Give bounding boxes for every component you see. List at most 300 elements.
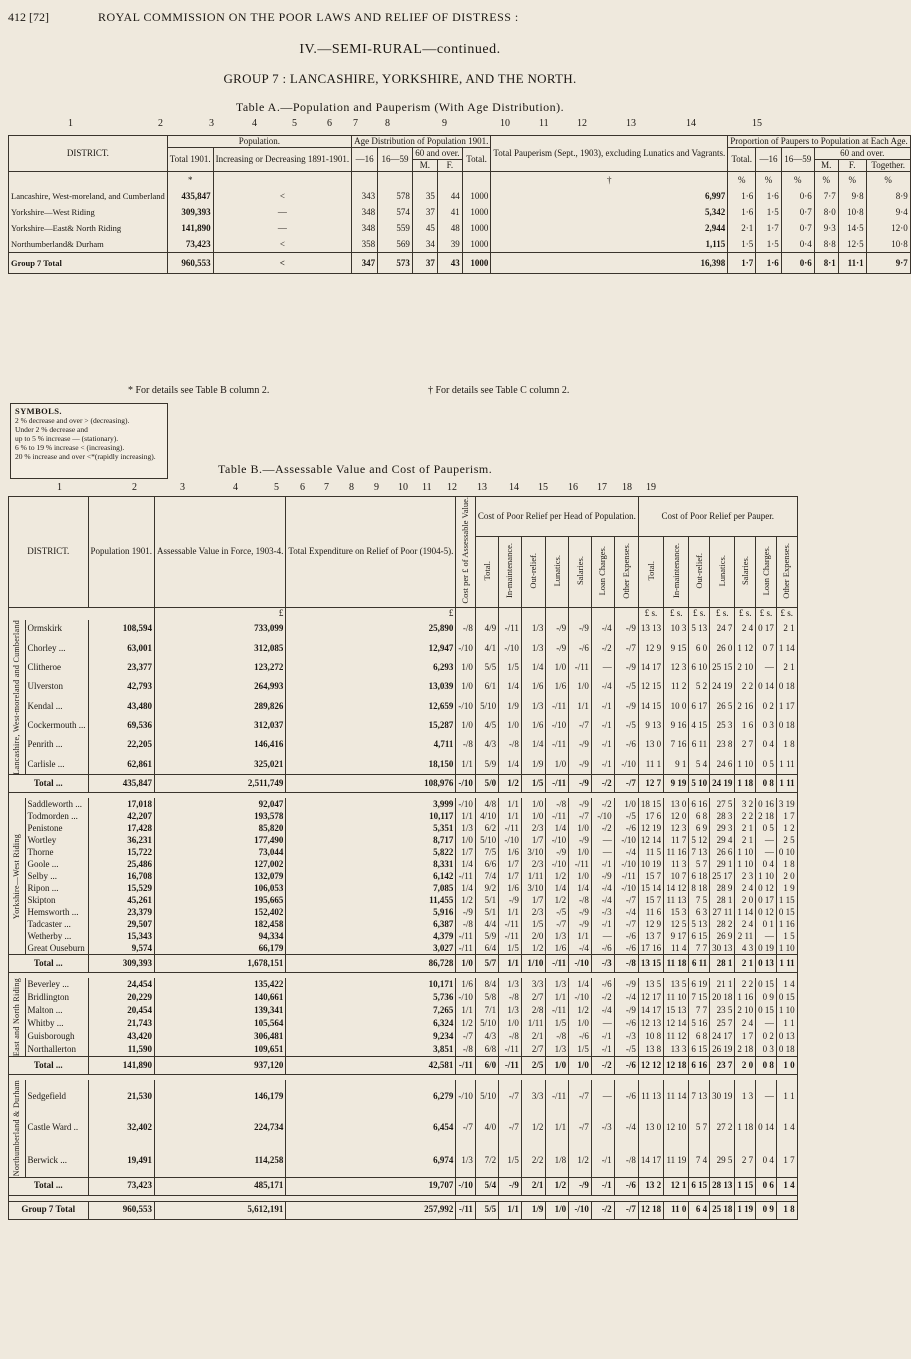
data-cell: -/4 bbox=[591, 882, 614, 894]
data-cell: 1 15 bbox=[776, 894, 797, 906]
total-row bbox=[9, 1201, 798, 1219]
data-cell: 2 1 bbox=[735, 834, 756, 846]
data-cell: 43 bbox=[437, 253, 462, 274]
data-cell: -/11 bbox=[546, 735, 569, 754]
data-cell: 5,342 bbox=[491, 204, 728, 220]
th-b-population: Population 1901. bbox=[88, 497, 155, 608]
data-cell: 3,027 bbox=[286, 942, 456, 955]
data-cell: 6/8 bbox=[475, 1043, 498, 1057]
data-cell: 1/4 bbox=[521, 735, 546, 754]
subhead-label: Lunatics. bbox=[551, 554, 562, 587]
data-cell: < bbox=[213, 253, 351, 274]
data-cell: 0 16 bbox=[756, 798, 777, 810]
subhead-label: Total. bbox=[645, 560, 656, 581]
data-cell: 1/0 bbox=[456, 658, 476, 677]
data-cell: 21,743 bbox=[88, 1017, 155, 1030]
district-cell: Tadcaster ... bbox=[25, 918, 88, 930]
data-cell: 0 14 bbox=[756, 1112, 777, 1144]
data-cell: 25 17 bbox=[710, 870, 735, 882]
subhead-label: Out-relief. bbox=[528, 552, 539, 589]
data-cell: 9·8 bbox=[838, 188, 866, 204]
table-row bbox=[9, 1144, 798, 1177]
table-row bbox=[9, 755, 798, 775]
subhead-label: Lunatics. bbox=[716, 554, 727, 587]
data-cell: 66,179 bbox=[155, 942, 286, 955]
data-cell: -/7 bbox=[614, 775, 638, 793]
data-cell: 2,511,749 bbox=[155, 775, 286, 793]
data-cell: 5 4 bbox=[689, 755, 710, 775]
data-cell: 4/4 bbox=[475, 918, 498, 930]
data-cell: 343 bbox=[352, 188, 378, 204]
data-cell: 4 3 bbox=[735, 942, 756, 955]
data-cell: 5/10 bbox=[475, 834, 498, 846]
data-cell: -/3 bbox=[591, 955, 614, 973]
data-cell: 2·1 bbox=[728, 220, 756, 236]
data-cell: 2 0 bbox=[735, 894, 756, 906]
table-row bbox=[9, 697, 798, 716]
data-cell: 1/0 bbox=[546, 755, 569, 775]
data-cell: 1 14 bbox=[776, 639, 797, 658]
data-cell: 6/2 bbox=[475, 822, 498, 834]
data-cell: -/1 bbox=[591, 1177, 614, 1195]
units-cell bbox=[9, 607, 155, 620]
th-b-subhead bbox=[638, 537, 663, 607]
data-cell: 9·4 bbox=[866, 204, 910, 220]
data-cell: — bbox=[591, 1080, 614, 1112]
th-male: M. bbox=[412, 160, 437, 172]
data-cell: 7/4 bbox=[475, 870, 498, 882]
data-cell: 15 7 bbox=[638, 870, 663, 882]
data-cell: 1 10 bbox=[776, 942, 797, 955]
data-cell: -/10 bbox=[614, 882, 638, 894]
district-cell: Wortley bbox=[25, 834, 88, 846]
data-cell: 22,205 bbox=[88, 735, 155, 754]
th-increasing: Increasing or Decreasing 1891-1901. bbox=[213, 148, 351, 172]
data-cell: 2 16 bbox=[735, 697, 756, 716]
data-cell: 3/10 bbox=[521, 846, 546, 858]
data-cell: 23 5 bbox=[710, 1004, 735, 1017]
units-cell bbox=[591, 607, 614, 620]
data-cell: -/5 bbox=[614, 716, 638, 735]
data-cell: -/8 bbox=[614, 955, 638, 973]
data-cell: 1/11 bbox=[521, 870, 546, 882]
th-prop-male: M. bbox=[814, 160, 838, 172]
data-cell: 1·5 bbox=[756, 204, 781, 220]
data-cell: 1 19 bbox=[735, 1201, 756, 1219]
data-cell: 485,171 bbox=[155, 1177, 286, 1195]
data-cell: 10·8 bbox=[866, 236, 910, 253]
data-cell: 35 bbox=[412, 188, 437, 204]
data-cell: 1/2 bbox=[569, 1144, 592, 1177]
district-cell: Ulverston bbox=[25, 677, 88, 696]
district-cell: Clitheroe bbox=[25, 658, 88, 677]
data-cell: 1/9 bbox=[499, 697, 522, 716]
data-cell: -/6 bbox=[614, 735, 638, 754]
data-cell: 6 16 bbox=[689, 1057, 710, 1075]
data-cell: — bbox=[756, 834, 777, 846]
units-cell: * bbox=[167, 172, 213, 189]
symbol-line: 2 % decrease and over > (decreasing). bbox=[15, 416, 130, 425]
column-number: 9 bbox=[442, 118, 447, 129]
units-cell: % bbox=[756, 172, 781, 189]
data-cell: -/9 bbox=[614, 697, 638, 716]
data-cell: 0 18 bbox=[776, 716, 797, 735]
data-cell: 5,612,191 bbox=[155, 1201, 286, 1219]
data-cell: 12 3 bbox=[664, 658, 689, 677]
district-cell: Total ... bbox=[9, 955, 89, 973]
district-cell: Goole ... bbox=[25, 858, 88, 870]
data-cell: 3 2 bbox=[735, 798, 756, 810]
column-number: 3 bbox=[209, 118, 214, 129]
page-number: 412 [72] bbox=[8, 10, 49, 24]
data-cell: 0 5 bbox=[756, 755, 777, 775]
th-prop-16-59: 16—59 bbox=[781, 148, 814, 172]
district-cell: Great Ouseburn bbox=[25, 942, 88, 955]
data-cell: 1/4 bbox=[569, 882, 592, 894]
data-cell: 146,416 bbox=[155, 735, 286, 754]
units-cell: † bbox=[491, 172, 728, 189]
data-cell: 5/1 bbox=[475, 906, 498, 918]
data-cell: 8/4 bbox=[475, 978, 498, 991]
data-cell: -/1 bbox=[591, 1043, 614, 1057]
data-cell: 0 8 bbox=[756, 1057, 777, 1075]
data-cell: 1 14 bbox=[735, 906, 756, 918]
data-cell: 12 18 bbox=[664, 1057, 689, 1075]
district-cell: Ormskirk bbox=[25, 620, 88, 639]
data-cell: 2 4 bbox=[735, 620, 756, 639]
subhead-label: Other Expenses. bbox=[620, 542, 631, 599]
th-age-total: Total. bbox=[462, 148, 491, 172]
data-cell: 0 4 bbox=[756, 735, 777, 754]
group-label bbox=[9, 620, 26, 775]
units-cell: £ s. bbox=[638, 607, 663, 620]
data-cell: -/10 bbox=[456, 775, 476, 793]
data-cell: 1/2 bbox=[546, 870, 569, 882]
data-cell: 1 4 bbox=[776, 1177, 797, 1195]
data-cell: 2 2 bbox=[735, 677, 756, 696]
data-cell: -/2 bbox=[591, 1201, 614, 1219]
th-female: F. bbox=[437, 160, 462, 172]
data-cell: 0 9 bbox=[756, 1201, 777, 1219]
symbols-title: SYMBOLS. bbox=[15, 406, 62, 416]
data-cell: 1 5 bbox=[776, 930, 797, 942]
column-number: 11 bbox=[539, 118, 549, 129]
data-cell: 139,341 bbox=[155, 1004, 286, 1017]
data-cell: 1/2 bbox=[546, 1177, 569, 1195]
data-cell: 1/0 bbox=[569, 677, 592, 696]
group-label bbox=[9, 978, 26, 1057]
data-cell: 5/10 bbox=[475, 1080, 498, 1112]
data-cell: 15,529 bbox=[88, 882, 155, 894]
data-cell: 7 7 bbox=[689, 942, 710, 955]
data-cell: 1·5 bbox=[756, 236, 781, 253]
data-cell: 2 1 bbox=[735, 955, 756, 973]
data-cell: -/9 bbox=[456, 906, 476, 918]
data-cell: -/9 bbox=[569, 735, 592, 754]
data-cell: 12 19 bbox=[638, 822, 663, 834]
total-row bbox=[9, 1177, 798, 1195]
data-cell: -/7 bbox=[569, 1112, 592, 1144]
data-cell: 4/10 bbox=[475, 810, 498, 822]
data-cell: -/11 bbox=[546, 775, 569, 793]
data-cell: 1 3 bbox=[735, 1080, 756, 1112]
data-cell: 29 5 bbox=[710, 1144, 735, 1177]
data-cell: -/11 bbox=[546, 1004, 569, 1017]
data-cell: 34 bbox=[412, 236, 437, 253]
district-cell: Chorley ... bbox=[25, 639, 88, 658]
data-cell: 24 17 bbox=[710, 1030, 735, 1043]
data-cell: 32,402 bbox=[88, 1112, 155, 1144]
data-cell: 2 2 bbox=[735, 810, 756, 822]
data-cell: -/6 bbox=[614, 1177, 638, 1195]
data-cell: -/7 bbox=[456, 1112, 476, 1144]
data-cell: -/9 bbox=[569, 1177, 592, 1195]
group-heading: GROUP 7 : LANCASHIRE, YORKSHIRE, AND THE NORTH. bbox=[223, 71, 577, 86]
data-cell: 10 3 bbox=[664, 620, 689, 639]
column-number: 13 bbox=[626, 118, 636, 129]
data-cell: 1,115 bbox=[491, 236, 728, 253]
data-cell: -/9 bbox=[569, 755, 592, 775]
data-cell: -/10 bbox=[499, 639, 522, 658]
data-cell: 12 3 bbox=[664, 822, 689, 834]
data-cell: 29 1 bbox=[710, 858, 735, 870]
column-number: 12 bbox=[577, 118, 587, 129]
data-cell: 27 5 bbox=[710, 798, 735, 810]
table-row bbox=[9, 1030, 798, 1043]
data-cell: 347 bbox=[352, 253, 378, 274]
data-cell: 30 19 bbox=[710, 1080, 735, 1112]
data-cell: 6 15 bbox=[689, 930, 710, 942]
data-cell: 5 13 bbox=[689, 620, 710, 639]
data-cell: 5/10 bbox=[475, 697, 498, 716]
data-cell: 15 13 bbox=[664, 1004, 689, 1017]
data-cell: 306,481 bbox=[155, 1030, 286, 1043]
data-cell: 1 11 bbox=[776, 775, 797, 793]
data-cell: -/6 bbox=[591, 978, 614, 991]
data-cell: 16,398 bbox=[491, 253, 728, 274]
column-number: 2 bbox=[158, 118, 163, 129]
data-cell: 11 6 bbox=[638, 906, 663, 918]
units-cell bbox=[437, 172, 462, 189]
data-cell: 2/3 bbox=[521, 822, 546, 834]
data-cell: 26 0 bbox=[710, 639, 735, 658]
data-cell: 13 0 bbox=[638, 735, 663, 754]
data-cell: 41 bbox=[437, 204, 462, 220]
data-cell: 106,053 bbox=[155, 882, 286, 894]
data-cell: 2 10 bbox=[735, 658, 756, 677]
data-cell: 0·6 bbox=[781, 253, 814, 274]
data-cell: 109,651 bbox=[155, 1043, 286, 1057]
data-cell: 6,387 bbox=[286, 918, 456, 930]
data-cell: 1/3 bbox=[521, 620, 546, 639]
data-cell: 10 0 bbox=[664, 697, 689, 716]
data-cell: 23,379 bbox=[88, 906, 155, 918]
data-cell: 1/0 bbox=[521, 798, 546, 810]
data-cell: 2/7 bbox=[521, 991, 546, 1004]
data-cell: 27 2 bbox=[710, 1112, 735, 1144]
data-cell: 2/3 bbox=[521, 858, 546, 870]
data-cell: 2 2 bbox=[735, 978, 756, 991]
data-cell: -/10 bbox=[456, 1080, 476, 1112]
data-cell: 1/1 bbox=[546, 991, 569, 1004]
data-cell: 1/0 bbox=[456, 834, 476, 846]
data-cell: 15,722 bbox=[88, 846, 155, 858]
data-cell: -/9 bbox=[569, 798, 592, 810]
column-number: 14 bbox=[686, 118, 696, 129]
data-cell: -/11 bbox=[499, 918, 522, 930]
data-cell: 1/6 bbox=[521, 716, 546, 735]
data-cell: -/7 bbox=[614, 639, 638, 658]
data-cell: 8·0 bbox=[814, 204, 838, 220]
data-cell: 8,331 bbox=[286, 858, 456, 870]
table-a bbox=[8, 135, 911, 274]
data-cell: 0 7 bbox=[756, 639, 777, 658]
data-cell: 0·4 bbox=[781, 236, 814, 253]
column-number: 7 bbox=[353, 118, 358, 129]
units-cell bbox=[378, 172, 413, 189]
data-cell: 1/1 bbox=[499, 1201, 522, 1219]
district-cell: Sedgefield bbox=[25, 1080, 88, 1112]
data-cell: 1/5 bbox=[499, 1144, 522, 1177]
data-cell: 0·6 bbox=[781, 188, 814, 204]
data-cell: 9 15 bbox=[664, 639, 689, 658]
data-cell: 12 14 bbox=[638, 834, 663, 846]
data-cell: 9 13 bbox=[638, 716, 663, 735]
data-cell: 25 3 bbox=[710, 716, 735, 735]
data-cell: -/6 bbox=[614, 942, 638, 955]
data-cell: 1/1 bbox=[456, 755, 476, 775]
data-cell: 11 19 bbox=[664, 1144, 689, 1177]
data-cell: -/10 bbox=[569, 991, 592, 1004]
column-number: 7 bbox=[324, 482, 329, 493]
data-cell: 11 5 bbox=[638, 846, 663, 858]
data-cell: 182,458 bbox=[155, 918, 286, 930]
column-number: 11 bbox=[422, 482, 432, 493]
data-cell: 5/9 bbox=[475, 930, 498, 942]
data-cell: 0 12 bbox=[756, 882, 777, 894]
data-cell: 146,179 bbox=[155, 1080, 286, 1112]
data-cell: -/11 bbox=[546, 697, 569, 716]
data-cell: 62,861 bbox=[88, 755, 155, 775]
data-cell: 42,207 bbox=[88, 810, 155, 822]
data-cell: 12 10 bbox=[664, 1112, 689, 1144]
data-cell: 4/3 bbox=[475, 1030, 498, 1043]
table-row bbox=[9, 991, 798, 1004]
data-cell: 1/6 bbox=[499, 846, 522, 858]
subhead-label: Salaries. bbox=[574, 555, 585, 585]
data-cell: -/4 bbox=[591, 677, 614, 696]
table-row bbox=[9, 1043, 798, 1057]
data-cell: 4/1 bbox=[475, 639, 498, 658]
data-cell: -/7 bbox=[546, 918, 569, 930]
subhead-label: Total. bbox=[481, 560, 492, 581]
units-cell: £ bbox=[286, 607, 456, 620]
symbols-legend bbox=[10, 403, 168, 479]
data-cell: 1/2 bbox=[546, 894, 569, 906]
column-number: 4 bbox=[252, 118, 257, 129]
data-cell: 73,423 bbox=[88, 1177, 155, 1195]
data-cell: — bbox=[591, 658, 614, 677]
data-cell: 0 13 bbox=[756, 955, 777, 973]
data-cell: -/9 bbox=[499, 1177, 522, 1195]
data-cell: — bbox=[591, 1017, 614, 1030]
data-cell: 6 11 bbox=[689, 735, 710, 754]
data-cell: 1/2 bbox=[499, 775, 522, 793]
data-cell: 2 3 bbox=[735, 870, 756, 882]
data-cell: 17 16 bbox=[638, 942, 663, 955]
data-cell: 4,379 bbox=[286, 930, 456, 942]
data-cell: 1000 bbox=[462, 253, 491, 274]
data-cell: 11,455 bbox=[286, 894, 456, 906]
data-cell: 13 15 bbox=[638, 955, 663, 973]
data-cell: — bbox=[591, 846, 614, 858]
district-cell: Ripon ... bbox=[25, 882, 88, 894]
data-cell: 0 18 bbox=[776, 677, 797, 696]
data-cell: 1/4 bbox=[546, 822, 569, 834]
data-cell: 28 2 bbox=[710, 918, 735, 930]
data-cell: 1/6 bbox=[546, 677, 569, 696]
data-cell: 1 10 bbox=[735, 755, 756, 775]
data-cell: 86,728 bbox=[286, 955, 456, 973]
data-cell: 42,793 bbox=[88, 677, 155, 696]
data-cell: -/10 bbox=[614, 755, 638, 775]
data-cell: 1/6 bbox=[456, 978, 476, 991]
data-cell: 6 19 bbox=[689, 978, 710, 991]
data-cell: 12 9 bbox=[638, 918, 663, 930]
data-cell: 12 17 bbox=[638, 991, 663, 1004]
district-cell: Wetherby ... bbox=[25, 930, 88, 942]
data-cell: 2 7 bbox=[735, 735, 756, 754]
data-cell: -/6 bbox=[614, 822, 638, 834]
data-cell: 0 15 bbox=[756, 1004, 777, 1017]
data-cell: 73,423 bbox=[167, 236, 213, 253]
data-cell: 1/3 bbox=[456, 1144, 476, 1177]
data-cell: 2/2 bbox=[521, 1144, 546, 1177]
data-cell: 3,851 bbox=[286, 1043, 456, 1057]
data-cell: 13 5 bbox=[664, 978, 689, 991]
symbol-line: 6 % to 19 % increase < (increasing). bbox=[15, 443, 125, 452]
data-cell: 26 6 bbox=[710, 846, 735, 858]
data-cell: -/9 bbox=[569, 834, 592, 846]
data-cell: -/9 bbox=[569, 918, 592, 930]
data-cell: 7/2 bbox=[475, 1144, 498, 1177]
data-cell: -/1 bbox=[591, 735, 614, 754]
data-cell: -/9 bbox=[546, 639, 569, 658]
data-cell: 11 0 bbox=[664, 1201, 689, 1219]
data-cell: 21,530 bbox=[88, 1080, 155, 1112]
data-cell: -/7 bbox=[614, 894, 638, 906]
data-cell: 1 10 bbox=[776, 1004, 797, 1017]
column-number: 14 bbox=[509, 482, 519, 493]
data-cell: 9·3 bbox=[814, 220, 838, 236]
data-cell: 7/1 bbox=[475, 1004, 498, 1017]
data-cell: 9 17 bbox=[664, 930, 689, 942]
data-cell: 15 3 bbox=[664, 906, 689, 918]
subhead-label: Salaries. bbox=[739, 555, 750, 585]
data-cell: 1/4 bbox=[499, 755, 522, 775]
data-cell: 257,992 bbox=[286, 1201, 456, 1219]
data-cell: 14 15 bbox=[638, 697, 663, 716]
district-cell: Whitby ... bbox=[25, 1017, 88, 1030]
data-cell: 18,150 bbox=[286, 755, 456, 775]
units-cell: £ s. bbox=[710, 607, 735, 620]
data-cell: -/10 bbox=[456, 639, 476, 658]
data-cell: — bbox=[756, 930, 777, 942]
data-cell: — bbox=[213, 220, 351, 236]
data-cell: 29,507 bbox=[88, 918, 155, 930]
data-cell: -/11 bbox=[499, 620, 522, 639]
data-cell: 312,037 bbox=[155, 716, 286, 735]
